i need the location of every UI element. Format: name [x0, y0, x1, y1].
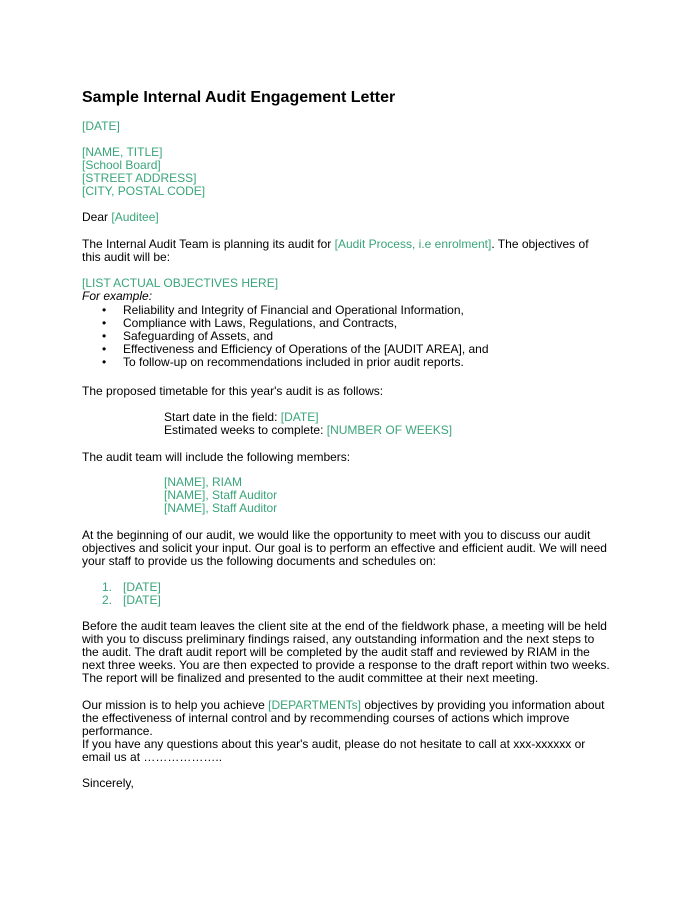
closing: Sincerely,: [82, 776, 134, 790]
objective-text: Safeguarding of Assets, and: [123, 329, 274, 343]
address-line: [NAME, TITLE]: [82, 145, 163, 159]
letter-title: Sample Internal Audit Engagement Letter: [82, 89, 396, 106]
mission-text-end: objectives by providing you information about the effectiveness of internal control and by recommending courses of actions which improve performance.: [82, 698, 605, 738]
greeting: [82, 211, 622, 224]
greeting-prefix: Dear: [82, 210, 109, 224]
team-member: [NAME], Staff Auditor: [164, 488, 278, 502]
address-line: [CITY, POSTAL CODE]: [82, 184, 206, 198]
team-intro: The audit team will include the following members:: [82, 450, 351, 464]
objectives-list: [82, 304, 622, 369]
bullet-icon: •: [102, 303, 107, 317]
meeting-paragraph: At the beginning of our audit, we would like the opportunity to meet with you to discuss our audit objectives and solicit your input. Our goal is to perform an effective and efficient audit. We will need your staff to provide us the following documents and schedules on:: [82, 528, 607, 568]
bullet-icon: •: [102, 329, 107, 343]
team-member: [NAME], RIAM: [164, 475, 243, 489]
document-date: [DATE]: [123, 593, 161, 607]
documents-list: [82, 581, 622, 607]
departments-placeholder: [DEPARTMENTs]: [268, 698, 362, 712]
timetable-weeks: [82, 424, 696, 437]
start-date-label: Start date in the field:: [164, 410, 278, 424]
address-line: [STREET ADDRESS]: [82, 171, 197, 185]
weeks-label: Estimated weeks to complete:: [164, 423, 324, 437]
mission-paragraph: [82, 699, 610, 738]
document-date: [DATE]: [123, 580, 161, 594]
objective-text: Effectiveness and Efficiency of Operations of the [AUDIT AREA], and: [123, 342, 489, 356]
intro-paragraph: [82, 238, 602, 264]
intro-text-end: . The objectives of this audit will be:: [82, 237, 589, 264]
list-item: [82, 356, 622, 369]
mission-text: Our mission is to help you achieve: [82, 698, 265, 712]
questions-paragraph: If you have any questions about this year's audit, please do not hesitate to call at xxx-xxxxxx or email us at ………………..: [82, 737, 586, 764]
objectives-placeholder: [LIST ACTUAL OBJECTIVES HERE]: [82, 276, 279, 290]
intro-text: The Internal Audit Team is planning its audit for: [82, 237, 332, 251]
address-line: [School Board]: [82, 158, 161, 172]
bullet-icon: •: [102, 316, 107, 330]
objective-text: Compliance with Laws, Regulations, and Contracts,: [123, 316, 398, 330]
list-item: [82, 594, 622, 607]
bullet-icon: •: [102, 342, 107, 356]
start-date-value: [DATE]: [280, 410, 319, 424]
team-members: [82, 476, 696, 515]
weeks-value: [NUMBER OF WEEKS]: [326, 423, 453, 437]
bullet-icon: •: [102, 355, 107, 369]
list-number: 2.: [102, 593, 113, 607]
objective-text: Reliability and Integrity of Financial and Operational Information,: [123, 303, 464, 317]
objective-text: To follow-up on recommendations included in prior audit reports.: [123, 355, 464, 369]
greeting-name: [Auditee]: [111, 210, 159, 224]
list-item: [82, 581, 622, 594]
report-paragraph: Before the audit team leaves the client site at the end of the fieldwork phase, a meeting will be held with you to discuss preliminary findings raised, any outstanding information and the next steps to the audit. The draft audit report will be completed by the audit staff and reviewed by RIAM in the next three weeks. You are then expected to provide a response to the draft report within two weeks. The report will be finalized and presented to the audit committee at their next meeting.: [82, 619, 610, 685]
team-member: [NAME], Staff Auditor: [164, 501, 278, 515]
letter-date: [DATE]: [82, 119, 120, 133]
timetable-intro: The proposed timetable for this year's audit is as follows:: [82, 384, 384, 398]
audit-process-placeholder: [Audit Process, i.e enrolment]: [334, 237, 492, 251]
list-number: 1.: [102, 580, 113, 594]
recipient-address: [82, 146, 622, 198]
for-example-label: For example:: [82, 289, 153, 303]
